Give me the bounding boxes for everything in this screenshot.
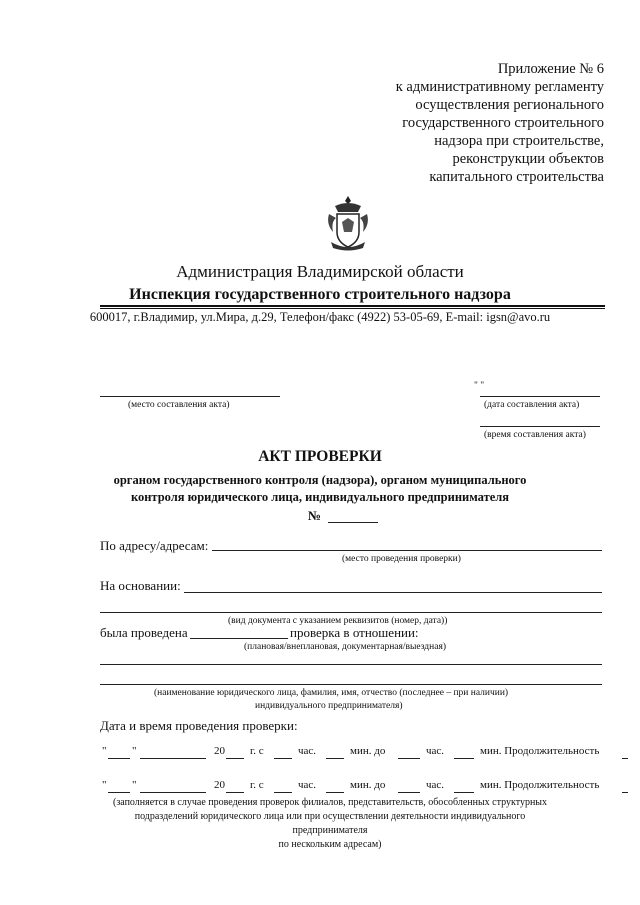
end-hour-field[interactable] — [398, 758, 420, 759]
act-number-line — [328, 522, 378, 523]
hours-label: час. — [298, 745, 317, 757]
quote-close: " — [132, 779, 137, 791]
entity-field-2[interactable] — [100, 684, 602, 685]
month-field[interactable] — [140, 758, 206, 759]
note-line: подразделений юридического лица или при осуществлении деятельности индивидуального — [134, 811, 526, 822]
year-prefix: 20 — [214, 779, 225, 791]
minutes-to-label: мин. до — [350, 779, 386, 791]
hours-label-2: час. — [426, 745, 445, 757]
date-caption: (дата составления акта) — [484, 400, 580, 410]
check-type-caption: (плановая/внеплановая, документарная/выездная) — [244, 642, 446, 652]
basis-caption: (вид документа с указанием реквизитов (номер, дата)) — [228, 616, 448, 626]
basis-field-2[interactable] — [100, 612, 602, 613]
day-field[interactable] — [108, 758, 130, 759]
date-quotes: " " — [474, 381, 485, 391]
duration-label: мин. Продолжительность — [480, 779, 600, 791]
hours-label-2: час. — [426, 779, 445, 791]
note-line: предпринимателя — [292, 825, 368, 836]
duration-field[interactable] — [622, 792, 628, 793]
end-hour-field[interactable] — [398, 792, 420, 793]
start-minute-field[interactable] — [326, 792, 344, 793]
place-caption: (место составления акта) — [128, 400, 230, 410]
appendix-line: капитального строительства — [429, 169, 604, 185]
multi-address-note — [60, 796, 600, 852]
datetime-label: Дата и время проведения проверки: — [100, 718, 298, 733]
place-line — [100, 396, 280, 397]
from-label: г. с — [250, 779, 264, 791]
conducted-label: была проведена — [100, 625, 188, 640]
conducted-suffix: проверка в отношении: — [290, 625, 419, 640]
note-line: по нескольким адресам) — [278, 839, 382, 850]
appendix-block — [364, 60, 604, 186]
act-title: АКТ ПРОВЕРКИ — [258, 448, 382, 465]
appendix-line: реконструкции объектов — [452, 151, 604, 167]
appendix-line: к административному регламенту — [395, 79, 604, 95]
note-line: (заполняется в случае проведения проверок филиалов, представительств, обособленных структурных — [112, 797, 548, 808]
coat-of-arms-icon — [325, 194, 371, 252]
check-type-field[interactable] — [190, 638, 288, 639]
appendix-line: осуществления регионального — [415, 97, 604, 113]
entity-caption: индивидуального предпринимателя) — [255, 701, 403, 711]
act-number-label: № — [308, 508, 322, 523]
basis-field[interactable] — [184, 592, 602, 593]
address-field[interactable] — [212, 550, 602, 551]
year-prefix: 20 — [214, 745, 225, 757]
act-subtitle-line: органом государственного контроля (надзора), органом муниципального — [113, 473, 527, 487]
act-subtitle — [60, 472, 580, 506]
inspection-name: Инспекция государственного строительного надзора — [129, 286, 511, 303]
address-caption: (место проведения проверки) — [342, 554, 461, 564]
appendix-line: Приложение № 6 — [497, 61, 604, 77]
start-minute-field[interactable] — [326, 758, 344, 759]
day-field[interactable] — [108, 792, 130, 793]
hours-label: час. — [298, 779, 317, 791]
appendix-line: надзора при строительстве, — [434, 133, 604, 149]
header-divider-thin — [100, 308, 605, 309]
duration-field[interactable] — [622, 758, 628, 759]
minutes-to-label: мин. до — [350, 745, 386, 757]
from-label: г. с — [250, 745, 264, 757]
start-hour-field[interactable] — [274, 758, 292, 759]
month-field[interactable] — [140, 792, 206, 793]
contact-address: 600017, г.Владимир, ул.Мира, д.29, Телефон/факс (4922) 53-05-69, E-mail: igsn@avo.ru — [89, 310, 551, 324]
end-minute-field[interactable] — [454, 758, 474, 759]
act-subtitle-line: контроля юридического лица, индивидуального предпринимателя — [130, 490, 510, 504]
end-minute-field[interactable] — [454, 792, 474, 793]
duration-label: мин. Продолжительность — [480, 745, 600, 757]
year-field[interactable] — [226, 758, 244, 759]
date-line — [480, 396, 600, 397]
entity-caption: (наименование юридического лица, фамилия, имя, отчество (последнее – при наличии) — [154, 688, 509, 698]
address-label: По адресу/адресам: — [100, 538, 209, 553]
administration-name: Администрация Владимирской области — [176, 262, 464, 281]
datetime-row — [100, 745, 630, 761]
start-hour-field[interactable] — [274, 792, 292, 793]
quote-close: " — [132, 745, 137, 757]
quote-open: " — [102, 779, 107, 791]
quote-open: " — [102, 745, 107, 757]
header-divider — [100, 305, 605, 307]
entity-field[interactable] — [100, 664, 602, 665]
datetime-row — [100, 779, 630, 795]
appendix-line: государственного строительного — [402, 115, 604, 131]
year-field[interactable] — [226, 792, 244, 793]
time-caption: (время составления акта) — [484, 430, 586, 440]
basis-label: На основании: — [100, 578, 181, 593]
time-line — [480, 426, 600, 427]
